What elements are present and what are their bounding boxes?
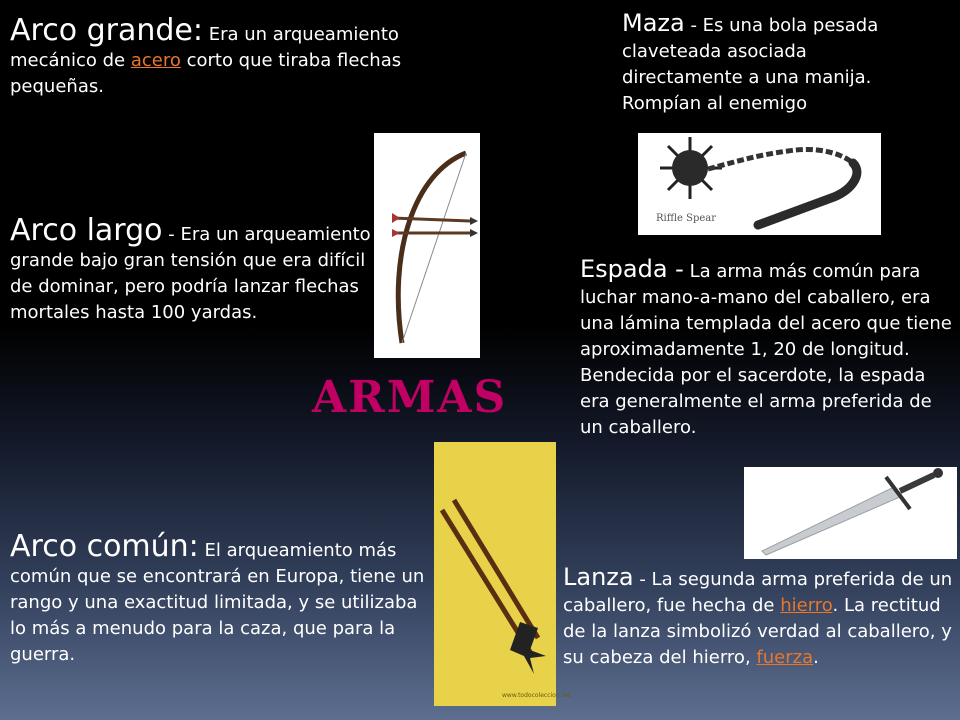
- espada-text: La arma más común para luchar mano-a-mano del caballero, era una lámina templada del acero que tiene aproximadamente 1, 20 de longitud. Bendecida por el sacerdote, la espada era generalmente el arma preferida de un caballero.: [580, 261, 952, 438]
- longbow-image: [374, 133, 480, 358]
- mace-image: [638, 133, 881, 235]
- mace-icon: [638, 133, 881, 235]
- arco-grande-block: [10, 14, 450, 100]
- arco-comun-text: El arqueamiento más común que se encontrará en Europa, tiene un rango y una exactitud limitada, y se utilizaba lo más a menudo para la caza, que para la guerra.: [10, 540, 425, 665]
- longbow-icon: [374, 133, 480, 358]
- fuerza-link[interactable]: fuerza: [756, 647, 814, 668]
- arco-grande-heading: Arco grande:: [10, 13, 203, 48]
- acero-link[interactable]: acero: [130, 50, 181, 71]
- lanza-text-after: .: [813, 647, 819, 668]
- mace-watermark: Riffle Spear: [656, 213, 717, 224]
- espada-block: [580, 256, 955, 441]
- lance-image: [434, 442, 572, 706]
- maza-text: - Es una bola pesada claveteada asociada directamente a una manija. Rompían al enemigo: [622, 15, 879, 114]
- sword-icon: [744, 467, 957, 559]
- lance-icon: [434, 442, 572, 706]
- espada-heading: Espada -: [580, 255, 684, 283]
- arco-grande-text-after: corto que tiraba flechas pequeñas.: [10, 50, 402, 97]
- arco-comun-heading: Arco común:: [10, 529, 199, 564]
- arco-comun-block: [10, 530, 430, 668]
- lance-watermark: www.todocoleccion.net: [502, 692, 572, 699]
- lanza-text-before: - La segunda arma preferida de un caballero, fue hecha de: [563, 569, 953, 616]
- maza-heading: Maza: [622, 9, 685, 37]
- slide-title: ARMAS: [312, 372, 508, 423]
- lanza-heading: Lanza: [563, 563, 634, 591]
- lanza-text-middle: . La rectitud de la lanza simbolizó verdad al caballero, y su cabeza del hierro,: [563, 595, 952, 668]
- lanza-block: [563, 564, 958, 671]
- sword-image: [744, 467, 957, 559]
- maza-block: [622, 10, 922, 117]
- arco-grande-text-before: Era un arqueamiento mecánico de: [10, 24, 399, 71]
- arco-largo-text: - Era un arqueamiento grande bajo gran tensión que era difícil de dominar, pero podría lanzar flechas mortales hasta 100 yardas.: [10, 224, 371, 323]
- hierro-link[interactable]: hierro: [780, 595, 833, 616]
- arco-largo-block: [10, 214, 375, 326]
- arco-largo-heading: Arco largo: [10, 213, 163, 248]
